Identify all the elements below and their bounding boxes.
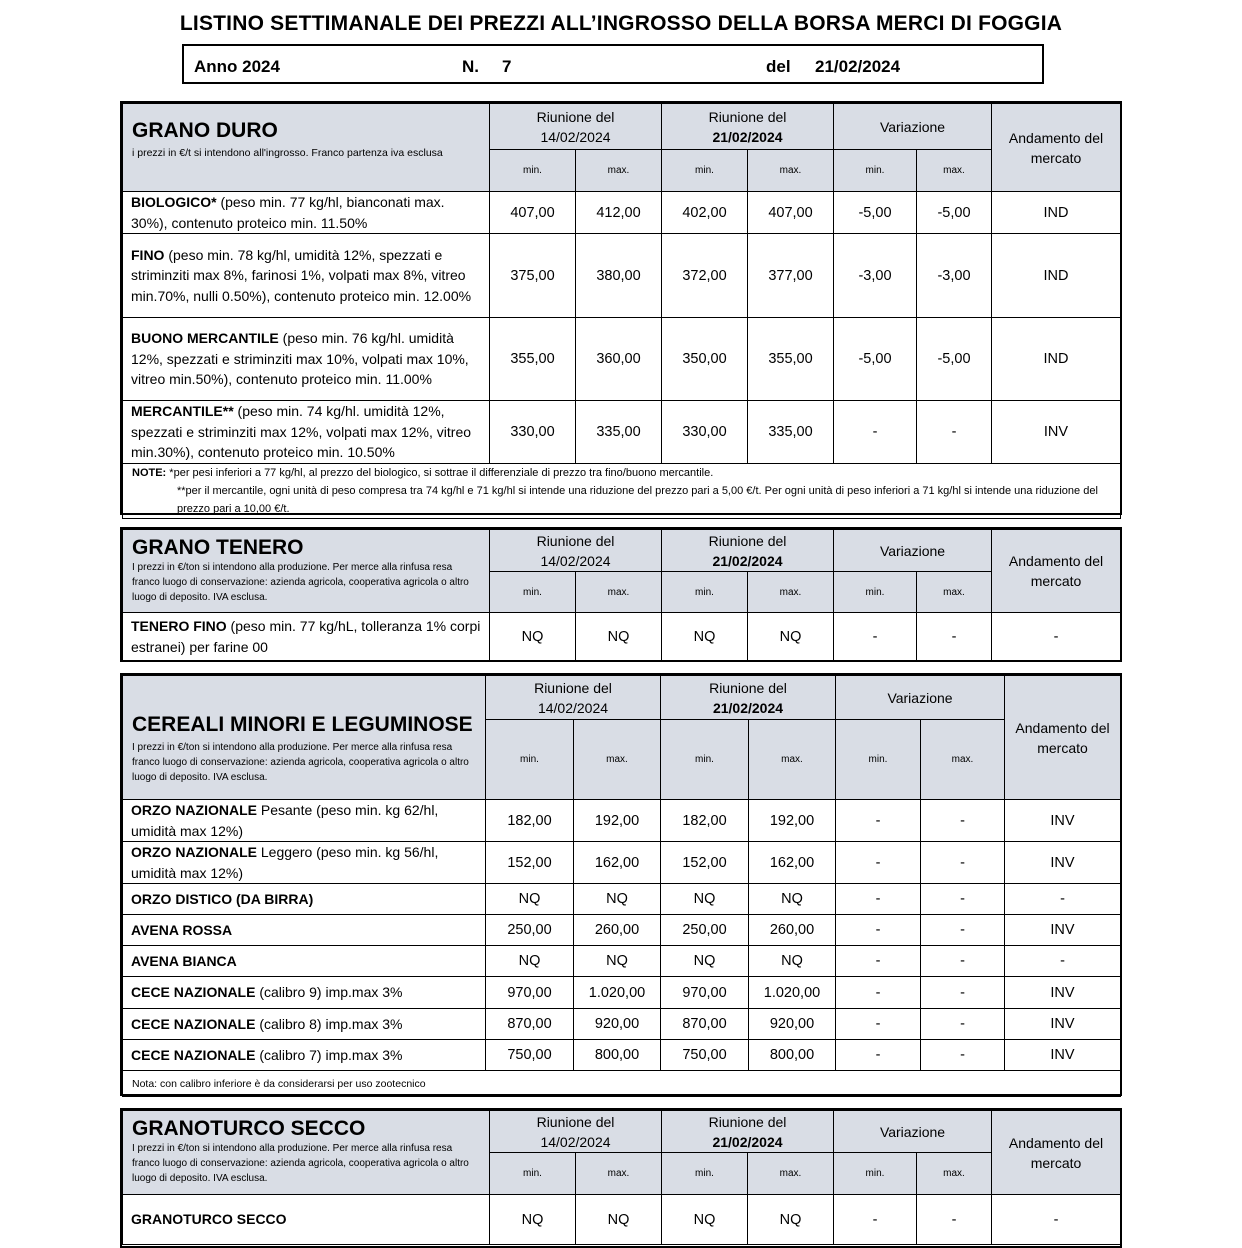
prev-meeting-header: Riunione del 14/02/2024 [490, 1111, 662, 1153]
prev-min-price: 330,00 [490, 401, 576, 464]
market-trend: INV [1005, 977, 1121, 1009]
product-description: AVENA ROSSA [123, 915, 486, 946]
notes: NOTE: *per pesi inferiori a 77 kg/hl, al prezzo del biologico, si sottrae il differenziale di prezzo tra fino/buono mercantile. **per il mercantile, ogni unità di peso compresa tra 74 kg/hl e 71 kg/hl si intende una riduzione del prezzo pari a 5,00 €/t. Per ogni unità di peso inferiori a 71 kg/hl si intende una riduzione del prezzo pari a 10,00 €/t. [123, 463, 1121, 518]
curr-max-price: 407,00 [748, 192, 834, 234]
prev-min-price: 355,00 [490, 318, 576, 401]
min-header: min. [661, 720, 749, 800]
prev-max-price: 335,00 [576, 401, 662, 464]
granoturco-table [122, 1110, 1121, 1245]
grano-duro-table [122, 103, 1121, 519]
max-header: max. [576, 150, 662, 192]
max-header: max. [917, 1153, 992, 1195]
variation-min: - [834, 1195, 917, 1245]
curr-min-price: 870,00 [661, 1009, 749, 1040]
min-header: min. [834, 150, 917, 192]
product-description: ORZO NAZIONALE Pesante (peso min. kg 62/hl, umidità max 12%) [123, 800, 486, 842]
variation-min: -5,00 [834, 192, 917, 234]
curr-min-price: 970,00 [661, 977, 749, 1009]
max-header: max. [576, 572, 662, 613]
min-header: min. [662, 150, 748, 192]
section-header [123, 530, 490, 613]
max-header: max. [574, 720, 661, 800]
prev-min-price: 970,00 [486, 977, 574, 1009]
prev-max-price: 1.020,00 [574, 977, 661, 1009]
cereali-note: Nota: con calibro inferiore è da considerarsi per uso zootecnico [123, 1071, 1121, 1097]
section-title: CEREALI MINORI E LEGUMINOSE [132, 713, 473, 736]
variation-max: - [917, 613, 992, 661]
curr-max-price: 920,00 [749, 1009, 836, 1040]
min-header: min. [662, 1153, 748, 1195]
curr-min-price: 152,00 [661, 842, 749, 884]
variation-header: Variazione [836, 676, 1005, 720]
year-label: Anno 2024 [194, 57, 280, 76]
prev-meeting-header: Riunione del 14/02/2024 [490, 104, 662, 150]
product-description: GRANOTURCO SECCO [123, 1195, 490, 1245]
variation-max: - [921, 915, 1005, 946]
min-header: min. [486, 720, 574, 800]
table-row [123, 1195, 1121, 1245]
variation-max: - [917, 401, 992, 464]
market-trend-header: Andamento del mercato [992, 530, 1121, 613]
prev-max-price: 800,00 [574, 1040, 661, 1071]
prev-min-price: 870,00 [486, 1009, 574, 1040]
market-trend: IND [992, 234, 1121, 318]
variation-min: - [836, 884, 921, 915]
variation-max: -5,00 [917, 318, 992, 401]
granoturco-section [120, 1108, 1122, 1248]
variation-max: - [921, 977, 1005, 1009]
cereali-minori-section [120, 673, 1122, 1096]
curr-min-price: NQ [661, 946, 749, 977]
table-row [123, 192, 1121, 234]
product-description: BUONO MERCANTILE (peso min. 76 kg/hl. umidità 12%, spezzati e striminziti max 10%, volpati max 10%, vitreo min.50%), contenuto proteico min. 11.00% [123, 318, 490, 401]
curr-min-price: NQ [662, 1195, 748, 1245]
variation-max: - [921, 946, 1005, 977]
prev-max-price: NQ [574, 884, 661, 915]
table-row [123, 915, 1121, 946]
number-value: 7 [502, 57, 512, 76]
prev-min-price: NQ [490, 613, 576, 661]
market-trend: - [1005, 884, 1121, 915]
max-header: max. [748, 1153, 834, 1195]
prev-min-price: 407,00 [490, 192, 576, 234]
product-description: CECE NAZIONALE (calibro 7) imp.max 3% [123, 1040, 486, 1071]
variation-min: - [836, 842, 921, 884]
table-row [123, 613, 1121, 661]
variation-max: - [921, 842, 1005, 884]
prev-min-price: 152,00 [486, 842, 574, 884]
variation-min: -5,00 [834, 318, 917, 401]
product-description: TENERO FINO (peso min. 77 kg/hL, tolleranza 1% corpi estranei) per farine 00 [123, 613, 490, 661]
curr-max-price: 800,00 [749, 1040, 836, 1071]
section-subtitle: i prezzi in €/t si intendono all'ingrosso. Franco partenza iva esclusa [132, 147, 443, 159]
market-trend-header: Andamento del mercato [1005, 676, 1121, 800]
table-row [123, 234, 1121, 318]
variation-max: - [921, 1009, 1005, 1040]
table-row [123, 946, 1121, 977]
product-description: BIOLOGICO* (peso min. 77 kg/hl, bianconati max. 30%), contenuto proteico min. 11.50% [123, 192, 490, 234]
variation-header: Variazione [834, 104, 992, 150]
market-trend: - [1005, 946, 1121, 977]
max-header: max. [921, 720, 1005, 800]
section-header [123, 676, 486, 800]
table-row [123, 800, 1121, 842]
curr-min-price: 402,00 [662, 192, 748, 234]
section-subtitle: I prezzi in €/ton si intendono alla produzione. Per merce alla rinfusa resa franco luogo di conservazione: azienda agricola, cooperativa agricola o altro luogo di deposito. IVA esclusa. [132, 562, 469, 603]
prev-min-price: 750,00 [486, 1040, 574, 1071]
market-trend: INV [1005, 1009, 1121, 1040]
curr-min-price: 372,00 [662, 234, 748, 318]
section-subtitle: I prezzi in €/ton si intendono alla produzione. Per merce alla rinfusa resa franco luogo di conservazione: azienda agricola, cooperativa agricola o altro luogo di deposito. IVA esclusa. [132, 742, 469, 783]
grano-duro-section [120, 101, 1122, 515]
prev-max-price: NQ [576, 1195, 662, 1245]
curr-max-price: 335,00 [748, 401, 834, 464]
section-title: GRANOTURCO SECCO [132, 1117, 366, 1140]
max-header: max. [917, 150, 992, 192]
max-header: max. [748, 150, 834, 192]
section-subtitle: I prezzi in €/ton si intendono alla produzione. Per merce alla rinfusa resa franco luogo di conservazione: azienda agricola, cooperativa agricola o altro luogo di deposito. IVA esclusa. [132, 1143, 469, 1184]
issue-info-box [182, 44, 1044, 84]
curr-max-price: NQ [748, 613, 834, 661]
market-trend-header: Andamento del mercato [992, 104, 1121, 192]
table-row [123, 401, 1121, 464]
curr-max-price: 377,00 [748, 234, 834, 318]
prev-min-price: 250,00 [486, 915, 574, 946]
table-row [123, 842, 1121, 884]
product-description: MERCANTILE** (peso min. 74 kg/hl. umidità 12%, spezzati e striminziti max 12%, volpati max 12%, vitreo min.30%), contenuto proteico min. 10.50% [123, 401, 490, 464]
max-header: max. [576, 1153, 662, 1195]
variation-min: - [834, 613, 917, 661]
curr-min-price: 350,00 [662, 318, 748, 401]
market-trend: INV [1005, 800, 1121, 842]
product-description: FINO (peso min. 78 kg/hl, umidità 12%, spezzati e striminziti max 8%, farinosi 1%, volpati max 8%, vitreo min.70%, nulli 0.50%), contenuto proteico min. 12.00% [123, 234, 490, 318]
grano-tenero-section [120, 527, 1122, 662]
curr-meeting-header: Riunione del 21/02/2024 [661, 676, 836, 720]
section-header [123, 104, 490, 192]
grano-tenero-table [122, 529, 1121, 661]
prev-max-price: NQ [576, 613, 662, 661]
product-description: ORZO DISTICO (DA BIRRA) [123, 884, 486, 915]
product-description: ORZO NAZIONALE Leggero (peso min. kg 56/hl, umidità max 12%) [123, 842, 486, 884]
prev-min-price: NQ [490, 1195, 576, 1245]
curr-min-price: 330,00 [662, 401, 748, 464]
market-trend: - [992, 613, 1121, 661]
curr-max-price: NQ [749, 884, 836, 915]
min-header: min. [834, 572, 917, 613]
date-label: del [766, 57, 791, 76]
max-header: max. [749, 720, 836, 800]
prev-max-price: 380,00 [576, 234, 662, 318]
prev-min-price: 375,00 [490, 234, 576, 318]
section-title: GRANO TENERO [132, 536, 304, 559]
variation-min: - [836, 800, 921, 842]
min-header: min. [490, 572, 576, 613]
table-row [123, 318, 1121, 401]
table-row [123, 1009, 1121, 1040]
market-trend: IND [992, 192, 1121, 234]
curr-meeting-header: Riunione del 21/02/2024 [662, 1111, 834, 1153]
table-row [123, 1040, 1121, 1071]
variation-max: -3,00 [917, 234, 992, 318]
product-description: CECE NAZIONALE (calibro 9) imp.max 3% [123, 977, 486, 1009]
market-trend: INV [1005, 842, 1121, 884]
market-trend: INV [1005, 915, 1121, 946]
prev-min-price: NQ [486, 884, 574, 915]
curr-max-price: 162,00 [749, 842, 836, 884]
table-row [123, 884, 1121, 915]
product-description: AVENA BIANCA [123, 946, 486, 977]
issue-date: 21/02/2024 [815, 57, 901, 76]
prev-max-price: NQ [574, 946, 661, 977]
variation-header: Variazione [834, 530, 992, 572]
min-header: min. [490, 1153, 576, 1195]
variation-max: - [921, 884, 1005, 915]
variation-min: -3,00 [834, 234, 917, 318]
variation-min: - [836, 915, 921, 946]
variation-max: - [921, 800, 1005, 842]
curr-min-price: NQ [662, 613, 748, 661]
min-header: min. [836, 720, 921, 800]
curr-min-price: 182,00 [661, 800, 749, 842]
market-trend: INV [992, 401, 1121, 464]
variation-max: - [921, 1040, 1005, 1071]
section-header [123, 1111, 490, 1195]
curr-max-price: 192,00 [749, 800, 836, 842]
document-title: LISTINO SETTIMANALE DEI PREZZI ALL’INGROSSO DELLA BORSA MERCI DI FOGGIA [179, 12, 1063, 35]
max-header: max. [748, 572, 834, 613]
max-header: max. [917, 572, 992, 613]
curr-meeting-header: Riunione del 21/02/2024 [662, 104, 834, 150]
prev-max-price: 162,00 [574, 842, 661, 884]
curr-min-price: 750,00 [661, 1040, 749, 1071]
market-trend: IND [992, 318, 1121, 401]
market-trend: INV [1005, 1040, 1121, 1071]
variation-min: - [834, 401, 917, 464]
prev-min-price: NQ [486, 946, 574, 977]
min-header: min. [662, 572, 748, 613]
prev-max-price: 260,00 [574, 915, 661, 946]
variation-max: -5,00 [917, 192, 992, 234]
prev-max-price: 920,00 [574, 1009, 661, 1040]
curr-max-price: 355,00 [748, 318, 834, 401]
variation-min: - [836, 977, 921, 1009]
prev-meeting-header: Riunione del 14/02/2024 [490, 530, 662, 572]
product-description: CECE NAZIONALE (calibro 8) imp.max 3% [123, 1009, 486, 1040]
curr-min-price: NQ [661, 884, 749, 915]
min-header: min. [834, 1153, 917, 1195]
variation-header: Variazione [834, 1111, 992, 1153]
market-trend-header: Andamento del mercato [992, 1111, 1121, 1195]
prev-max-price: 192,00 [574, 800, 661, 842]
curr-meeting-header: Riunione del 21/02/2024 [662, 530, 834, 572]
min-header: min. [490, 150, 576, 192]
market-trend: - [992, 1195, 1121, 1245]
prev-max-price: 360,00 [576, 318, 662, 401]
variation-min: - [836, 1040, 921, 1071]
prev-meeting-header: Riunione del 14/02/2024 [486, 676, 661, 720]
section-title: GRANO DURO [132, 119, 278, 142]
variation-min: - [836, 1009, 921, 1040]
prev-max-price: 412,00 [576, 192, 662, 234]
cereali-minori-table [122, 675, 1121, 1097]
curr-max-price: 260,00 [749, 915, 836, 946]
curr-max-price: NQ [748, 1195, 834, 1245]
variation-min: - [836, 946, 921, 977]
curr-max-price: NQ [749, 946, 836, 977]
number-label: N. [462, 57, 479, 76]
curr-min-price: 250,00 [661, 915, 749, 946]
prev-min-price: 182,00 [486, 800, 574, 842]
table-row [123, 977, 1121, 1009]
curr-max-price: 1.020,00 [749, 977, 836, 1009]
variation-max: - [917, 1195, 992, 1245]
